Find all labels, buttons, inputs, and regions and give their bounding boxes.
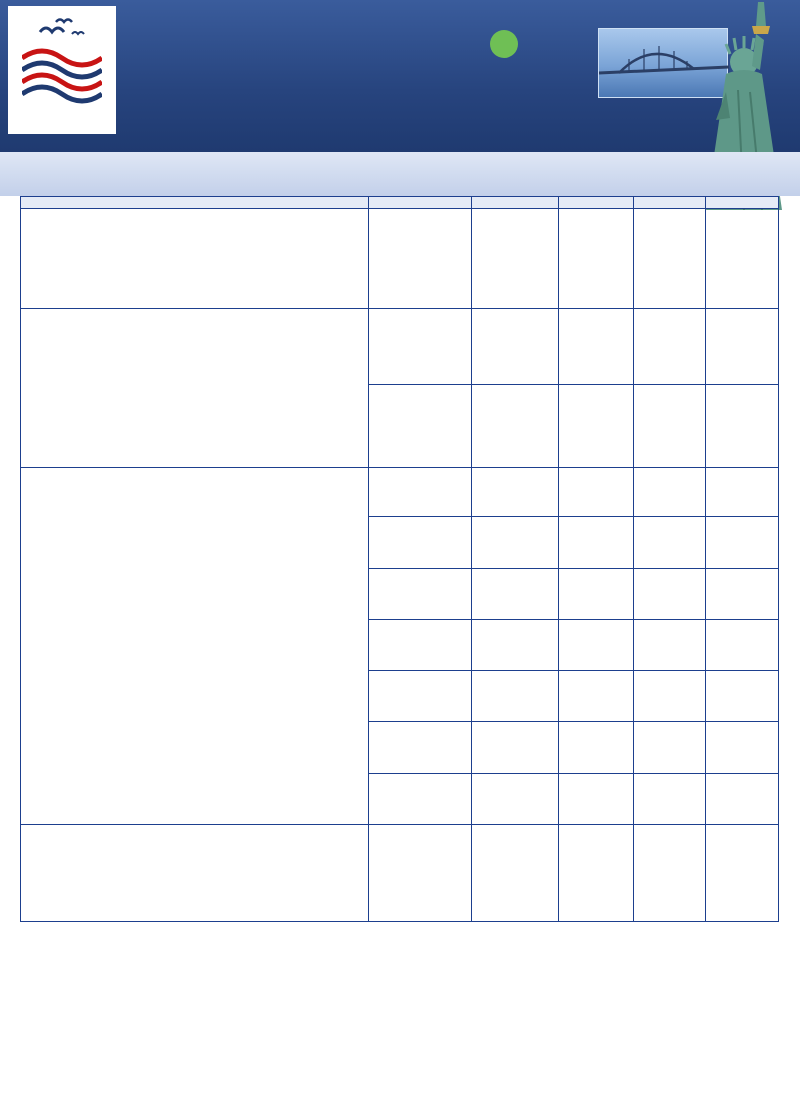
departure-date bbox=[369, 721, 472, 773]
tour-type bbox=[559, 209, 634, 309]
peer-price bbox=[634, 468, 706, 517]
table-row bbox=[21, 308, 779, 384]
route-description bbox=[21, 209, 369, 309]
col-header-airline bbox=[472, 197, 559, 209]
airline-seats bbox=[472, 209, 559, 309]
departure-date bbox=[369, 468, 472, 517]
peer-price bbox=[634, 568, 706, 619]
retail-price bbox=[706, 670, 779, 721]
airline-seats bbox=[472, 721, 559, 773]
airline-seats bbox=[472, 670, 559, 721]
retail-price bbox=[706, 824, 779, 921]
peer-price bbox=[634, 308, 706, 384]
aptt-logo bbox=[8, 6, 116, 134]
peer-price bbox=[634, 773, 706, 824]
header bbox=[0, 0, 800, 152]
airline-seats bbox=[472, 824, 559, 921]
table-body bbox=[21, 209, 779, 922]
tour-type bbox=[559, 721, 634, 773]
table-header-row bbox=[21, 197, 779, 209]
departure-date bbox=[369, 773, 472, 824]
retail-price bbox=[706, 384, 779, 467]
airline-seats bbox=[472, 468, 559, 517]
departure-date bbox=[369, 619, 472, 670]
banner bbox=[0, 152, 800, 196]
peer-price bbox=[634, 516, 706, 568]
departure-date bbox=[369, 384, 472, 467]
airline-seats bbox=[472, 384, 559, 467]
contact-section bbox=[20, 924, 780, 1096]
airline-seats bbox=[472, 619, 559, 670]
peer-price bbox=[634, 824, 706, 921]
tour-type bbox=[559, 308, 634, 384]
tour-type bbox=[559, 568, 634, 619]
peer-price bbox=[634, 619, 706, 670]
logo-icon bbox=[22, 18, 102, 104]
airline-seats bbox=[472, 773, 559, 824]
airline-seats bbox=[472, 568, 559, 619]
departure-date bbox=[369, 670, 472, 721]
col-header-type bbox=[559, 197, 634, 209]
tour-type bbox=[559, 619, 634, 670]
departure-date bbox=[369, 568, 472, 619]
departure-date bbox=[369, 308, 472, 384]
col-header-date bbox=[369, 197, 472, 209]
peer-price bbox=[634, 384, 706, 467]
nta-logo bbox=[488, 28, 574, 92]
col-header-peer-price bbox=[634, 197, 706, 209]
nta-globe-icon bbox=[490, 30, 518, 58]
departure-date bbox=[369, 824, 472, 921]
peer-price bbox=[634, 670, 706, 721]
col-header-retail-price bbox=[706, 197, 779, 209]
tour-type bbox=[559, 468, 634, 517]
departure-date bbox=[369, 516, 472, 568]
airline-seats bbox=[472, 308, 559, 384]
tour-type bbox=[559, 824, 634, 921]
tour-type bbox=[559, 670, 634, 721]
col-header-route bbox=[21, 197, 369, 209]
retail-price bbox=[706, 468, 779, 517]
tour-table bbox=[20, 196, 779, 922]
retail-price bbox=[706, 721, 779, 773]
peer-price bbox=[634, 209, 706, 309]
route-description bbox=[21, 468, 369, 824]
retail-price bbox=[706, 308, 779, 384]
peer-price bbox=[634, 721, 706, 773]
retail-price bbox=[706, 516, 779, 568]
table-row bbox=[21, 468, 779, 517]
retail-price bbox=[706, 209, 779, 309]
departure-date bbox=[369, 209, 472, 309]
route-description bbox=[21, 824, 369, 921]
table-row bbox=[21, 209, 779, 309]
tour-type bbox=[559, 384, 634, 467]
tour-type bbox=[559, 516, 634, 568]
airline-seats bbox=[472, 516, 559, 568]
table-row bbox=[21, 824, 779, 921]
tour-type bbox=[559, 773, 634, 824]
route-description bbox=[21, 308, 369, 468]
retail-price bbox=[706, 619, 779, 670]
retail-price bbox=[706, 773, 779, 824]
retail-price bbox=[706, 568, 779, 619]
